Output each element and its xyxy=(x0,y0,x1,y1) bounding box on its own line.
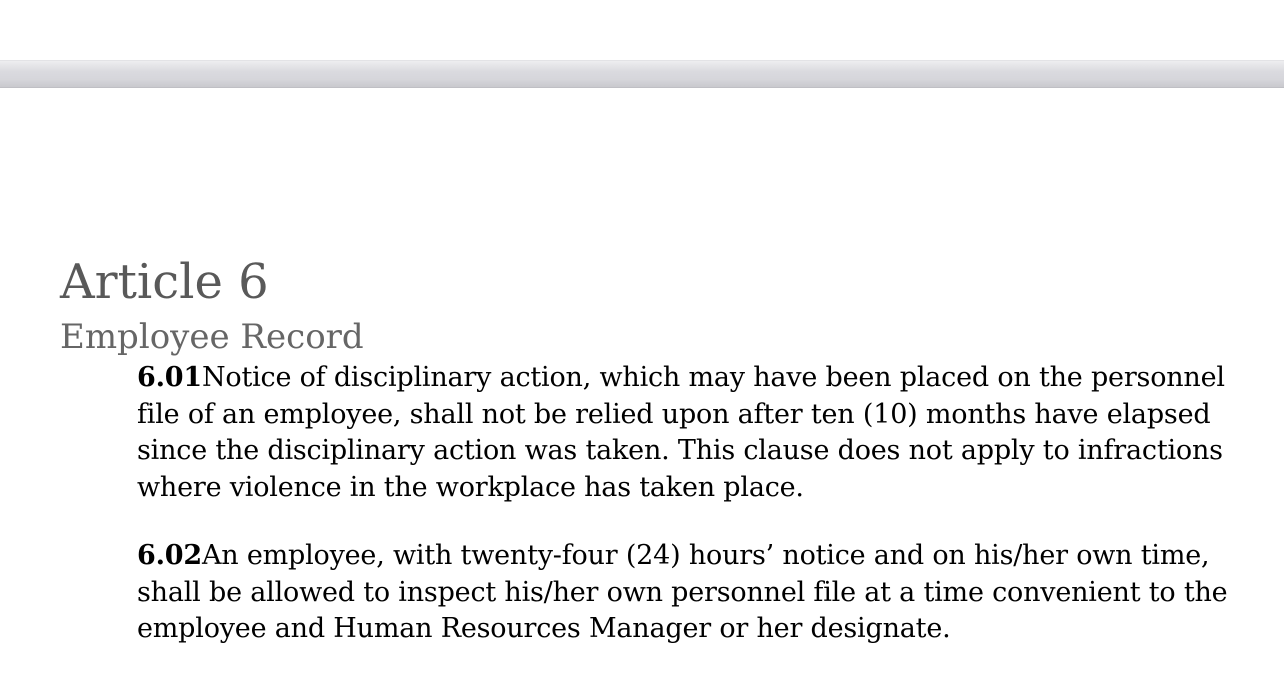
clause-text: Notice of disciplinary action, which may have been placed on the personnel file of an employee, shall not be relied upon after ten (10) months have elapsed since the disciplinary action was taken. This clause does not apply to infractions where violence in the workplace has taken place. xyxy=(137,362,1225,503)
article-subtitle: Employee Record xyxy=(60,317,364,357)
article-title: Article 6 xyxy=(60,254,269,310)
clause-paragraph xyxy=(137,538,1272,648)
clause-text: An employee, with twenty-four (24) hours’ notice and on his/her own time, shall be allowed to inspect his/her own personnel file at a time convenient to the employee and Human Resources Manager or her designate. xyxy=(137,540,1228,644)
clause-number: 6.01 xyxy=(137,362,202,393)
page-separator xyxy=(0,60,1284,88)
clause-number: 6.02 xyxy=(137,540,202,571)
clause-paragraph xyxy=(137,360,1272,506)
